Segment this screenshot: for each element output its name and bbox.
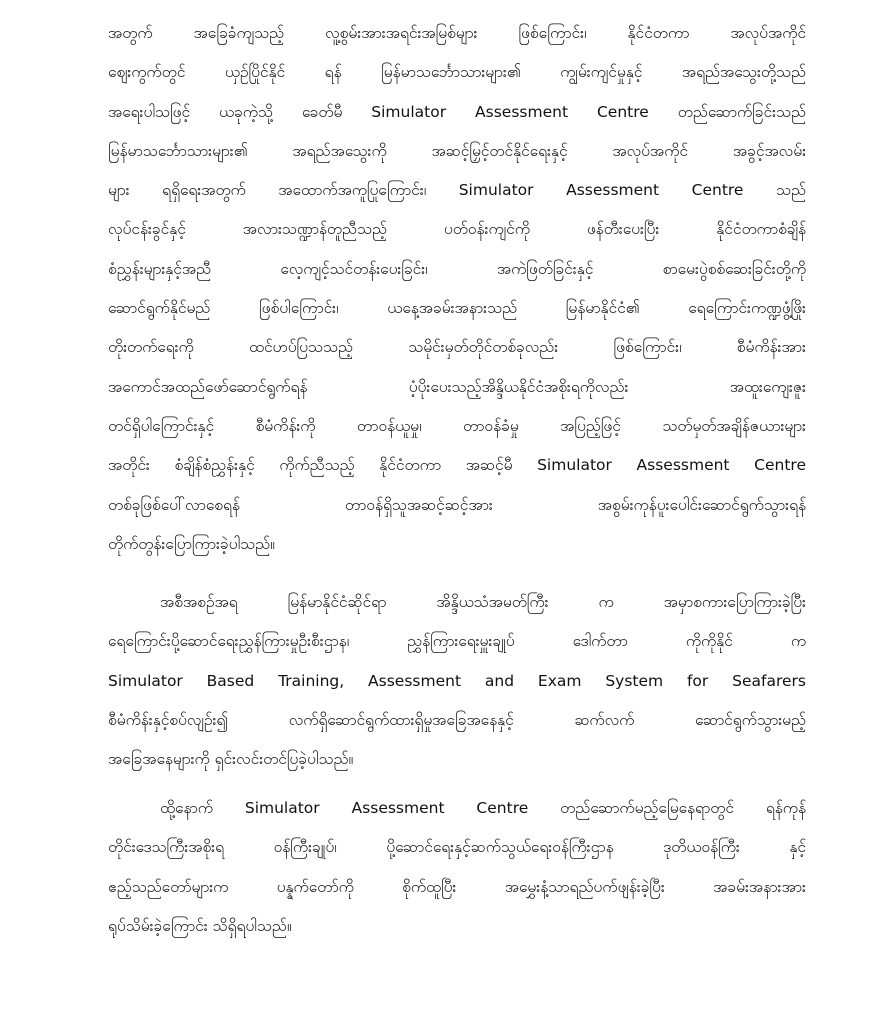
paragraph-line: များ ရရှိရေးအတွက် အထောက်အကူပြုကြောင်း၊ Simulator Assessment Centre သည် — [108, 181, 806, 200]
paragraph-line: ဧည့်သည်တော်များက ပန္နက်တော်ကို စိုက်ထူပြီး အမွှေးနံ့သာရည်ပက်ဖျန်းခဲ့ပြီး အခမ်းအနားအား — [108, 877, 806, 896]
paragraph-line: ဈေးကွက်တွင် ယှဉ်ပြိုင်နိုင် ရန် မြန်မာသင်္ဘောသားများ၏ ကျွမ်းကျင်မှုနှင့် အရည်အသွေးတို့သည် — [108, 63, 806, 82]
paragraph-line: အတွက် အခြေခံကျသည့် လူ့စွမ်းအားအရင်းအမြစ်များ ဖြစ်ကြောင်း၊ နိုင်ငံတကာ အလုပ်အကိုင် — [108, 24, 806, 42]
paragraph-line: အရေးပါသဖြင့် ယခုကဲ့သို့ ခေတ်မီ Simulator Assessment Centre တည်ဆောက်ခြင်းသည် — [108, 102, 806, 121]
paragraph-line: ထို့နောက် Simulator Assessment Centre တည်ဆောက်မည့်မြေနေရာတွင် ရန်ကုန် — [160, 799, 806, 817]
paragraph-line: တစ်ခုဖြစ်ပေါ်လာစေရန် တာဝန်ရှိသူအဆင့်ဆင့်အား အစွမ်းကုန်ပူးပေါင်းဆောင်ရွက်သွားရန် — [108, 495, 806, 514]
paragraph-line: အစီအစဉ်အရ မြန်မာနိုင်ငံဆိုင်ရာ အိန္ဒိယသံအမတ်ကြီး က အမှာစကားပြောကြားခဲ့ပြီး — [160, 593, 806, 611]
paragraph-line: မြန်မာသင်္ဘောသားများ၏ အရည်အသွေးကို အဆင့်မြှင့်တင်နိုင်ရေးနှင့် အလုပ်အကိုင် အခွင့်အလမ်း — [108, 141, 806, 160]
paragraph-line: တိုးတက်ရေးကို ထင်ဟပ်ပြသသည့် သမိုင်းမှတ်တိုင်တစ်ခုလည်း ဖြစ်ကြောင်း၊ စီမံကိန်းအား — [108, 338, 806, 357]
paragraph-line: တင်ရှိပါကြောင်းနှင့် စီမံကိန်းကို တာဝန်ယူမှု၊ တာဝန်ခံမှု အပြည့်ဖြင့် သတ်မှတ်အချိန်ဇယားများ — [108, 416, 806, 435]
paragraph-line: တိုင်းဒေသကြီးအစိုးရ ဝန်ကြီးချုပ်၊ ပို့ဆောင်ရေးနှင့်ဆက်သွယ်ရေးဝန်ကြီးဌာန ဒုတိယဝန်ကြီး နှင့် — [108, 838, 806, 857]
paragraph-line: အတိုင်း စံချိန်စံညွှန်းနှင့် ကိုက်ညီသည့် နိုင်ငံတကာ အဆင့်မီ Simulator Assessment Centre — [108, 456, 806, 475]
paragraph-2 — [108, 583, 806, 779]
paragraph-line: ရုပ်သိမ်းခဲ့ကြောင်း သိရှိရပါသည်။ — [108, 916, 292, 935]
paragraph-3 — [108, 789, 806, 946]
paragraph-line: တိုက်တွန်းပြောကြားခဲ့ပါသည်။ — [108, 534, 275, 553]
paragraph-line: အကောင်အထည်ဖော်ဆောင်ရွက်ရန် ပံ့ပိုးပေးသည့်အိန္ဒိယနိုင်ငံအစိုးရကိုလည်း အထူးကျေးဇူး — [108, 377, 806, 396]
paragraph-1 — [108, 14, 806, 564]
paragraph-line: ဆောင်ရွက်နိုင်မည် ဖြစ်ပါကြောင်း၊ ယနေ့အခမ်းအနားသည် မြန်မာနိုင်ငံ၏ ရေကြောင်းကဏ္ဍဖွံ့ဖြိုး — [108, 299, 806, 318]
paragraph-line: လုပ်ငန်းခွင်နှင့် အလားသဏ္ဍာန်တူညီသည့် ပတ်ဝန်းကျင်ကို ဖန်တီးပေးပြီး နိုင်ငံတကာစံချိန် — [108, 220, 806, 239]
paragraph-line: အခြေအနေများကို ရှင်းလင်းတင်ပြခဲ့ပါသည်။ — [108, 750, 354, 769]
paragraph-line: စီမံကိန်းနှင့်စပ်လျဉ်း၍ လက်ရှိဆောင်ရွက်ထားရှိမှုအခြေအနေနှင့် ဆက်လက် ဆောင်ရွက်သွားမည့် — [108, 710, 806, 729]
paragraph-line: Simulator Based Training, Assessment and Exam System for Seafarers — [108, 671, 806, 690]
paragraph-line: စံညွှန်းများနှင့်အညီ လေ့ကျင့်သင်တန်းပေးခြင်း၊ အကဲဖြတ်ခြင်းနှင့် စာမေးပွဲစစ်ဆေးခြင်းတို့ကို — [108, 259, 806, 278]
paragraph-line: ရေကြောင်းပို့ဆောင်ရေးညွှန်ကြားမှုဦးစီးဌာန၊ ညွှန်ကြားရေးမှူးချုပ် ဒေါက်တာ ကိုကိုနိုင် က — [108, 632, 806, 651]
